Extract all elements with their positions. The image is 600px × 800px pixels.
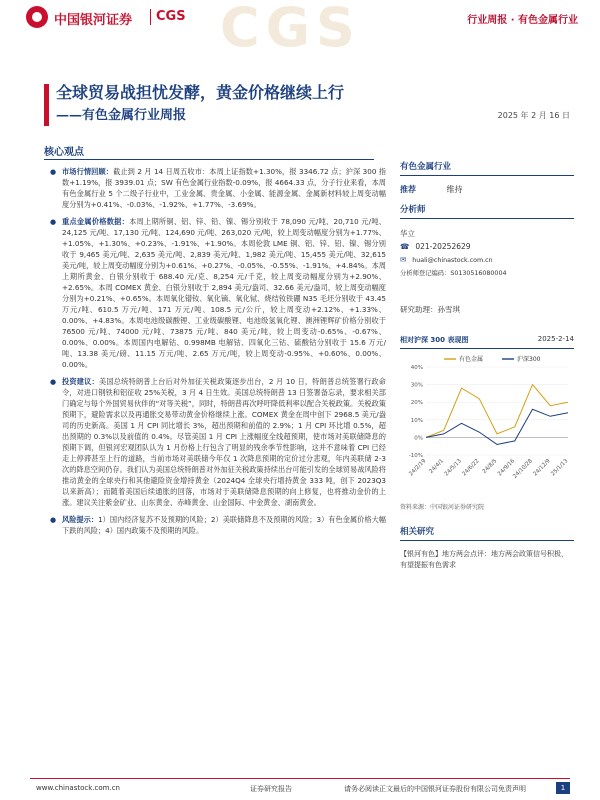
- chart-header: [400, 335, 574, 349]
- risk-warning-paragraph: [48, 514, 386, 536]
- title-accent-bar: [44, 84, 49, 126]
- paragraph-body: 本周上期所铜、铝、锌、铅、镍、锡分别收于 78,090 元/吨、20,710 元/吨、24,125 元/吨、17,130 元/吨、124,690 元/吨、263,020 元/吨，较上周变动幅度分别为+1.77%、+1.05%、+1.30%、+0.23%、-1.91%、+1.90%。本周伦敦 LME 铜、铝、锌、铅、镍、锡分别收于 9,465 美元/吨、2,635 美元/吨、2,839 美元/吨、1,982 美元/吨、15,455 美元/吨、32,615 美元/吨，较上周变动幅度分别为+0.61%、+0.27%、-0.05%、-0.55%、-1.91%、+4.84%。本周上期所黄金、白银分别收于 688.40 元/克、8,254 元/千克，较上周变动幅度分别为+2.90%、+2.65%。本周 COMEX 黄金、白银分别收于 2,894 美元/盎司、32.66 美元/盎司，较上周变动幅度分别为+0.21%、+0.65%。本周氧化镨钕、氧化镝、氧化铽、烧结钕铁硼 N35 毛坯分别收于 43.45 万元/吨、610.5 万元/吨、171 万元/吨、108.5 元/公斤，较上周变动+2.12%、+1.33%、0.00%、+4.83%。本周电池级碳酸锂、工业级碳酸锂、电池级氢氧化锂、澳洲锂辉矿价格分别收于 76500 元/吨、74000 元/吨、73875 元/吨、840 美元/吨，较上周变动-0.65%、-0.67%、0.00%、0.00%。本周国内电解钴、0.998MB 电解钴、四氧化三钴、硫酸钴分别收于 15.6 万元/吨、13.38 美元/磅、11.15 万元/吨、2.65 万元/吨，较上周变动-0.95%、+0.60%、0.00%、0.00%。: [62, 217, 386, 369]
- company-abbr: CGS: [156, 9, 186, 24]
- related-research-title: 相关研究: [400, 525, 574, 541]
- report-date: 2025 年 2 月 16 日: [497, 111, 570, 120]
- report-subtitle: ——有色金属行业周报: [56, 108, 187, 123]
- y-tick-label: -10%: [408, 453, 423, 459]
- x-tick-label: 24/10/28: [512, 458, 534, 480]
- rating-value: 维持: [446, 185, 463, 194]
- paragraph-heading: 投资建议：: [62, 377, 99, 386]
- legend-label: 沪深300: [517, 356, 541, 363]
- metal-price-paragraph: [48, 216, 386, 370]
- rating-row: [400, 184, 574, 195]
- page-number: 1: [556, 782, 570, 794]
- analyst-email-row: [400, 253, 574, 267]
- paragraph-heading: 风险提示：: [62, 515, 99, 524]
- y-tick-label: 0%: [414, 435, 423, 442]
- paragraph-body: 美国总统特朗普上台后对外加征关税政策逐步出台，2 月 10 日，特朗普总统签署行政命令，对进口钢铁和铝征收 25%关税，3 月 4 日生效。美国总统特朗普 13 日签署备忘录，要求相关部门确定与每个外国贸易伙伴的“对等关税”，同时，特朗普再次呼吁降低利率以配合关税政策。关税政策预期下，避险需求以及再通胀交易带动黄金价格继续上涨。COMEX 黄金在周中创下 2968.5 美元/盎司的历史新高。美国 1 月 CPI 同比增长 3%，超出预期和前值的 2.9%；1 月 CPI 环比增 0.5%，超出预期的 0.3%以及前值的 0.4%。尽管美国 1 月 CPI 上涨幅度全线超预期，使市场对美联储降息的预期下调，但银河宏观团队认为 1 月份格上行包含了明显的残余季节性影响，这并不意味着 CPI 已经走上停滞甚至上行的道路，当前市场对美联储今年仅 1 次降息预期的定价过分悲观，年内美联储 2-3 次的降息空间仍存。我们认为美国总统特朗普对外加征关税政策持续出台可能引发的全球贸易战风险将推动黄金的全球央行和其他避险资金增持黄金（2024Q4 全球央行增持黄金 333 吨，创下 2023Q3 以来新高）；而随着美国后续通胀的回落，市场对于美联储降息预期的向上修复，也将推动金价的上涨。建议关注紫金矿业、山东黄金、赤峰黄金、山金国际、中金黄金、湖南黄金。: [62, 377, 386, 507]
- analyst-phone-row: [400, 240, 574, 253]
- bullet-icon: ●: [50, 168, 57, 176]
- main-content: [48, 166, 386, 542]
- core-view-heading: 核心观点: [44, 147, 84, 158]
- bullet-icon: ●: [50, 378, 57, 386]
- company-logo-icon: [26, 6, 48, 28]
- bullet-icon: ●: [50, 516, 57, 524]
- legend-label: 有色金属: [459, 356, 484, 363]
- sidebar: [400, 160, 574, 571]
- y-tick-label: 10%: [410, 417, 423, 424]
- paragraph-body: 截止到 2 月 14 日周五收市：本周上证指数+1.30%，报 3346.72 点；沪深 300 指数+1.19%，报 3939.01 点；SW 有色金属行业指数-0.09%，报 4664.33 点，分子行业来看，本周有色金属行业 5 个二级子行业中，工业金属、贵金属、小金属、能源金属、金属新材料较上周变动幅度分别为+0.41%、-0.03%、-1.92%、+1.77%、-3.69%。: [62, 167, 386, 209]
- market-review-paragraph: [48, 166, 386, 210]
- paragraph-heading: 重点金属价格数据：: [62, 217, 130, 226]
- chart-date: 2025-2-14: [537, 335, 574, 343]
- analyst-section-title: 分析师: [400, 203, 574, 219]
- chart-source: 资料来源：中国银河证券研究院: [400, 504, 485, 511]
- y-tick-label: 30%: [410, 382, 423, 389]
- page-header: [0, 0, 600, 59]
- x-tick-label: 24/2/19: [408, 458, 428, 478]
- analyst-info: [400, 227, 574, 280]
- footer-disclaimer: 请务必阅读正文最后的中国银河证券股份有限公司免责声明: [344, 785, 526, 793]
- report-title: 全球贸易战担忧发酵，黄金价格继续上行: [56, 83, 345, 102]
- series-line: [426, 385, 568, 438]
- research-assistant: 研究助理：孙雪琪: [400, 305, 460, 314]
- investment-advice-paragraph: [48, 376, 386, 508]
- industry-title: 有色金属行业: [400, 160, 574, 176]
- footer-divider: [30, 778, 570, 779]
- x-tick-label: 24/6/22: [461, 458, 481, 478]
- paragraph-heading: 市场行情回顾：: [62, 167, 114, 176]
- core-view-divider: [44, 159, 374, 160]
- email-icon: ✉: [400, 255, 407, 264]
- x-tick-label: 24/8/5: [481, 458, 499, 475]
- analyst-email[interactable]: huali@chinastock.com.cn: [412, 257, 493, 264]
- y-tick-label: 20%: [410, 400, 423, 407]
- company-name: 中国银河证券: [54, 13, 133, 28]
- y-tick-label: 40%: [410, 365, 423, 371]
- series-line: [426, 409, 568, 444]
- logo-divider: [150, 9, 151, 25]
- analyst-cert: 分析师登记编码：S0130516080004: [400, 270, 507, 277]
- footer-doc-type: 证券研究报告: [250, 785, 292, 793]
- bullet-icon: ●: [50, 218, 57, 226]
- chart-title: 相对沪深 300 表现图: [400, 336, 469, 344]
- x-tick-label: 24/5/13: [443, 458, 463, 478]
- x-tick-label: 24/4/1: [428, 458, 446, 475]
- analyst-phone: 021-20252629: [415, 242, 471, 251]
- rating-label: 推荐: [400, 185, 416, 194]
- related-research-item[interactable]: 【银河有色】地方两会点评：地方两会政策信号积极，有望提振有色需求: [400, 550, 568, 569]
- paragraph-body: 1）国内经济复苏不及预期的风险；2）美联储降息不及预期的风险；3）有色金属价格大幅下跌的风险；4）国内政策不及预期的风险。: [62, 515, 386, 535]
- x-tick-label: 24/9/16: [496, 458, 517, 478]
- background-watermark: CGS: [220, 0, 361, 59]
- phone-icon: ☎: [400, 242, 410, 251]
- relative-performance-chart: [400, 351, 574, 501]
- x-tick-label: 24/12/9: [532, 458, 552, 478]
- x-tick-label: 25/1/13: [550, 458, 570, 478]
- footer-website[interactable]: www.chinastock.com.cn: [36, 784, 120, 792]
- analyst-name: 华立: [400, 229, 415, 238]
- report-category: 行业周报 · 有色金属行业: [467, 15, 578, 26]
